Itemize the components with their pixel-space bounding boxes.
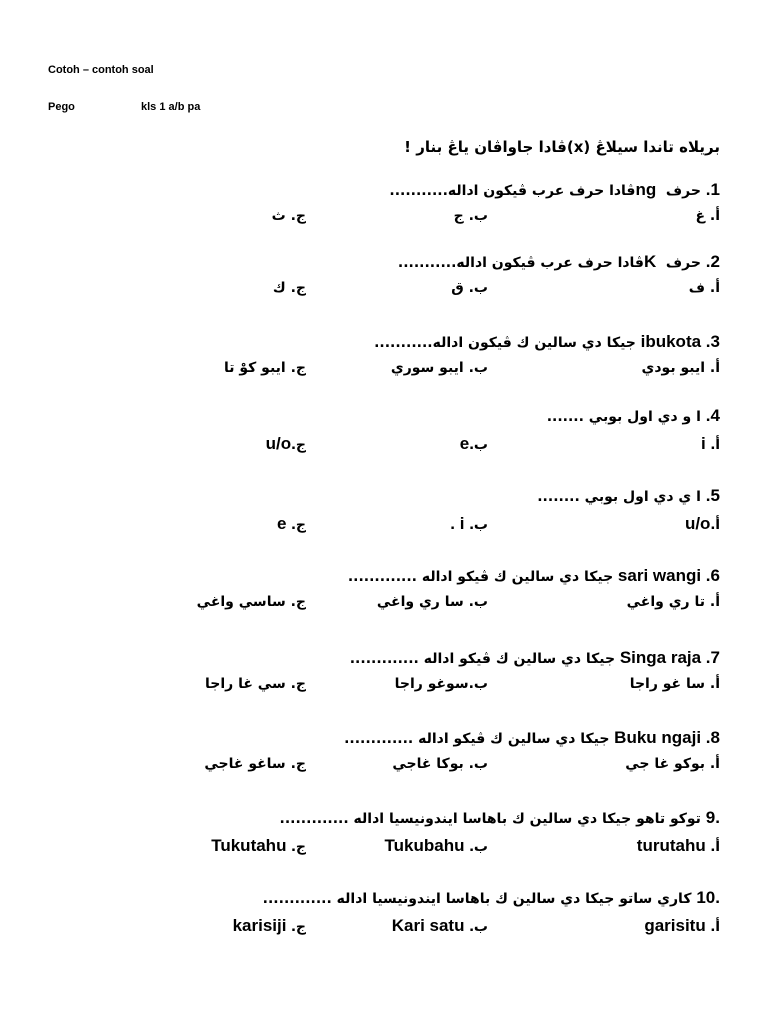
question-body: جيكا دي سالين ك ڤيكو اداله .............	[344, 731, 610, 747]
answer-option-a[interactable]: أ. ف	[688, 280, 720, 296]
answer-option-c[interactable]: ج. ك	[272, 280, 306, 296]
question-text	[350, 648, 720, 668]
answer-option-a[interactable]: أ. بوكو غا جي	[625, 756, 720, 772]
answer-option-b[interactable]: ب. ايبو سوري	[390, 360, 488, 376]
question-body: ڤادا حرف عرب ڤيكون اداله...........	[397, 255, 644, 271]
question-prefix: حرف	[660, 183, 706, 199]
name-label: Pego	[48, 101, 75, 113]
question-prefix: حرف	[660, 255, 706, 271]
question-body: جيكا دي سالين ك باهاسا ايندونيسيا اداله .............	[279, 811, 632, 827]
answer-option-a[interactable]: أ. i	[701, 434, 720, 453]
question-latin-term: Singa raja	[615, 648, 706, 667]
question-number: 8.	[705, 728, 720, 747]
question-body: جيكا دي سالين ك باهاسا ايندونيسيا اداله .............	[262, 891, 615, 907]
answer-option-c[interactable]: ج. سي غا راجا	[205, 676, 306, 692]
answer-option-a[interactable]: أ. غ	[695, 208, 720, 224]
question-number: 3.	[705, 332, 720, 351]
answer-option-b[interactable]: ب.سوغو راجا	[394, 676, 488, 692]
answer-option-c[interactable]: ج.u/o	[265, 434, 306, 453]
instruction: بريلاه تاندا سيلاڠ (x)ڤادا جاواڤان ياڠ بنار !	[404, 138, 720, 156]
question-number: .10	[696, 888, 720, 907]
question-number: 4.	[705, 406, 720, 425]
answer-option-a[interactable]: أ. ايبو بودي	[641, 360, 720, 376]
answer-option-b[interactable]: ب. i .	[450, 514, 488, 533]
question-number: 6.	[705, 566, 720, 585]
question-number: .9	[705, 808, 720, 827]
answer-option-b[interactable]: ب. Kari satu	[391, 916, 488, 935]
question-latin-term: K	[643, 252, 661, 271]
question-latin-term: ibukota	[635, 332, 706, 351]
question-body: دي اول بوبي ........	[537, 489, 674, 505]
question-body: ڤادا حرف عرب ڤيكون اداله...........	[389, 183, 636, 199]
answer-option-a[interactable]: أ. تا ري واغي	[626, 594, 720, 610]
question-text	[547, 406, 720, 426]
question-text	[537, 486, 720, 506]
question-number: 7.	[705, 648, 720, 667]
question-number: 2.	[705, 252, 720, 271]
question-latin-term: ng	[635, 180, 661, 199]
question-text	[263, 888, 720, 908]
answer-option-b[interactable]: ب.e	[459, 434, 488, 453]
answer-option-c[interactable]: ج. ث	[271, 208, 306, 224]
answer-option-c[interactable]: ج. karisiji	[232, 916, 306, 935]
answer-option-a[interactable]: أ. سا غو راجا	[629, 676, 720, 692]
question-body: جيكا دي سالين ك ڤيكو اداله .............	[349, 651, 616, 667]
answer-option-a[interactable]: أ.u/o	[684, 514, 720, 533]
question-text	[348, 566, 720, 586]
answer-option-a[interactable]: أ. turutahu	[636, 836, 720, 855]
question-text	[374, 332, 720, 352]
answer-option-a[interactable]: أ. garisitu	[644, 916, 720, 935]
question-latin-term: sari wangi	[613, 566, 706, 585]
document-title: Cotoh – contoh soal	[48, 64, 154, 76]
question-text	[344, 728, 720, 748]
question-prefix: كاري ساتو	[614, 891, 697, 907]
answer-option-c[interactable]: ج. ساسي واغي	[196, 594, 306, 610]
answer-option-b[interactable]: ب. سا ري واغي	[376, 594, 488, 610]
question-text	[280, 808, 720, 828]
question-prefix: توكو تاهو	[631, 811, 706, 827]
answer-option-c[interactable]: ج. ساغو غاجي	[204, 756, 306, 772]
answer-option-b[interactable]: ب. Tukubahu	[384, 836, 488, 855]
question-prefix: ا ي	[673, 489, 706, 505]
question-prefix: ا و	[677, 409, 706, 425]
answer-option-c[interactable]: ج. e	[276, 514, 306, 533]
question-number: 1.	[705, 180, 720, 199]
class-label: kls 1 a/b pa	[141, 101, 201, 113]
answer-option-b[interactable]: ب. ق	[451, 280, 488, 296]
question-body: دي اول بوبي .......	[546, 409, 678, 425]
question-number: 5.	[705, 486, 720, 505]
answer-option-b[interactable]: ب. بوكا غاجي	[392, 756, 488, 772]
answer-option-c[interactable]: ج. Tukutahu	[211, 836, 306, 855]
question-latin-term: Buku ngaji	[609, 728, 706, 747]
question-body: جيكا دي سالين ك ڤيكو اداله .............	[347, 569, 614, 585]
question-text	[398, 252, 720, 272]
question-text	[389, 180, 720, 200]
answer-option-c[interactable]: ج. ايبو كوْ تا	[223, 360, 306, 376]
answer-option-b[interactable]: ب. ج	[453, 208, 488, 224]
question-body: جيكا دي سالين ك ڤيكون اداله...........	[374, 335, 636, 351]
